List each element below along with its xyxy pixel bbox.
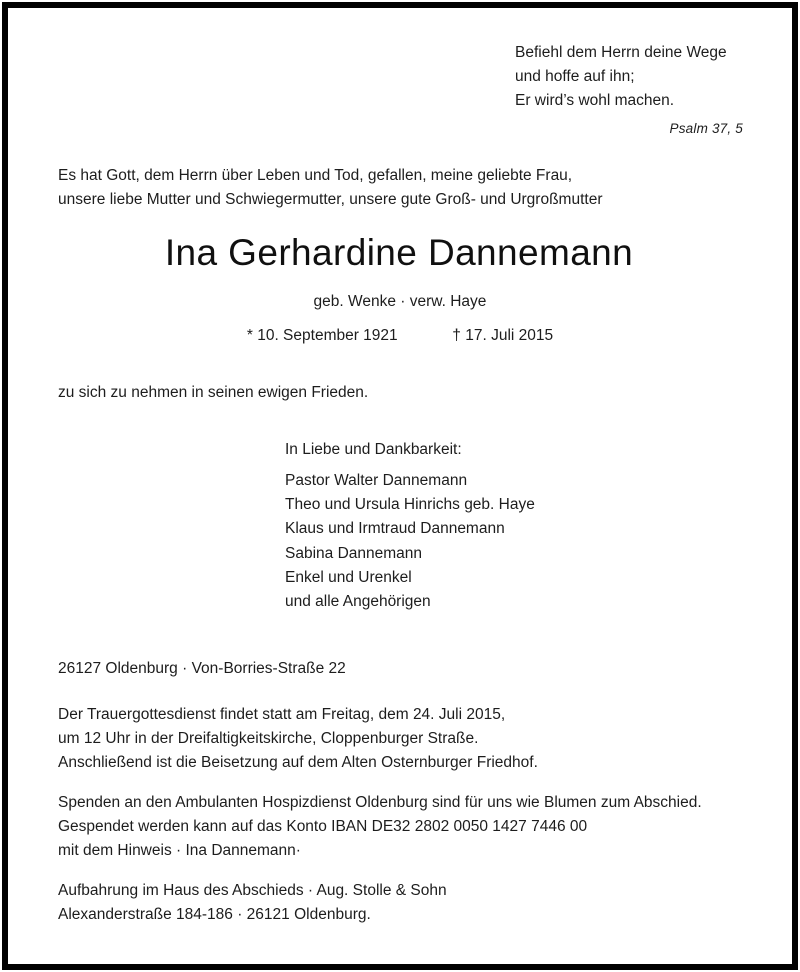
psalm-reference: Psalm 37, 5 xyxy=(669,121,743,136)
address-block xyxy=(58,657,346,681)
intro-line-1: Es hat Gott, dem Herrn über Leben und Tod, gefallen, meine geliebte Frau, xyxy=(58,167,573,184)
psalm-line-1: Befiehl dem Herrn deine Wege xyxy=(515,44,727,61)
service-line-3: Anschließend ist die Beisetzung auf dem Alten Osternburger Friedhof. xyxy=(58,754,538,771)
mourner-item: und alle Angehörigen xyxy=(285,593,431,611)
deceased-dates xyxy=(0,325,800,347)
birth-symbol: * xyxy=(246,327,253,344)
after-name-line-1: zu sich zu nehmen in seinen ewigen Frieden. xyxy=(58,384,369,401)
address-line-1: 26127 Oldenburg · Von-Borries-Straße 22 xyxy=(58,660,346,677)
funeral-home-block xyxy=(58,879,447,927)
funeral-home-line-2: Alexanderstraße 184-186 · 26121 Oldenburg. xyxy=(58,906,371,923)
donation-line-1: Spenden an den Ambulanten Hospizdienst Oldenburg sind für uns wie Blumen zum Abschied. xyxy=(58,794,702,811)
service-line-1: Der Trauergottesdienst findet statt am Freitag, dem 24. Juli 2015, xyxy=(58,706,506,723)
psalm-line-2: und hoffe auf ihn; xyxy=(515,68,635,85)
mourner-item: Theo und Ursula Hinrichs geb. Haye xyxy=(285,496,535,514)
deceased-maiden-names: geb. Wenke · verw. Haye xyxy=(313,293,487,310)
after-name-text-block xyxy=(58,381,368,405)
mourner-item: Sabina Dannemann xyxy=(285,544,423,562)
psalm-line-3: Er wird’s wohl machen. xyxy=(515,92,675,109)
donation-iban-line: Gespendet werden kann auf das Konto IBAN DE32 2802 0050 1427 7446 00 xyxy=(58,818,588,835)
intro-text-block xyxy=(58,164,602,212)
death-date: 17. Juli 2015 xyxy=(465,327,554,344)
psalm-quote-block xyxy=(515,41,743,141)
mourners-list xyxy=(285,469,535,614)
donation-reference-line: mit dem Hinweis · Ina Dannemann· xyxy=(58,842,301,859)
service-details-block xyxy=(58,703,538,775)
birth-date: 10. September 1921 xyxy=(257,327,398,344)
intro-line-2: unsere liebe Mutter und Schwiegermutter, unsere gute Groß- und Urgroßmutter xyxy=(58,191,603,208)
funeral-home-line-1: Aufbahrung im Haus des Abschieds · Aug. Stolle & Sohn xyxy=(58,882,447,899)
deceased-name: Ina Gerhardine Dannemann xyxy=(164,232,634,273)
mourners-heading: In Liebe und Dankbarkeit: xyxy=(285,441,462,458)
death-symbol: † xyxy=(452,327,461,344)
mourner-item: Pastor Walter Dannemann xyxy=(285,472,468,489)
mourner-item: Klaus und Irmtraud Dannemann xyxy=(285,520,505,538)
mourner-item: Enkel und Urenkel xyxy=(285,568,412,586)
donation-block xyxy=(58,791,702,863)
service-line-2: um 12 Uhr in der Dreifaltigkeitskirche, Cloppenburger Straße. xyxy=(58,730,479,747)
